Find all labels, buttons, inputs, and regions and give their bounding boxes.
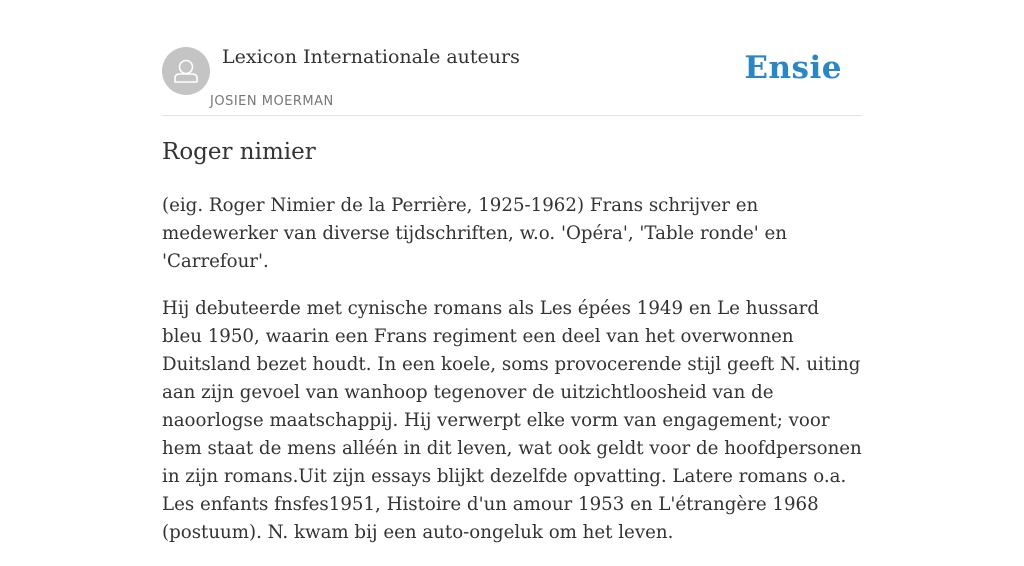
article-paragraph: Hij debuteerde met cynische romans als Les épées 1949 en Le hussard bleu 1950, waarin een Frans regiment een deel van het overwonnen Duitsland bezet houdt. In een koele, soms provocerende stijl geeft N. uiting aan zijn gevoel van wanhoop tegenover de uitzichtloosheid van de naoorlogse maatschappij. Hij verwerpt elke vorm van engagement; voor hem staat de mens alléén in dit leven, wat ook geldt voor de hoofdpersonen in zijn romans.Uit zijn essays blijkt dezelfde opvatting. Latere romans o.a. Les enfants fnsfes1951, Histoire d'un amour 1953 en L'étrangère 1968 (postuum). N. kwam bij een auto-ongeluk om het leven.: [162, 298, 862, 543]
user-outline-icon: [162, 47, 210, 95]
author-name-link[interactable]: JOSIEN MOERMAN: [210, 94, 334, 109]
article-header: [162, 0, 862, 116]
article-title: Roger nimier: [162, 139, 316, 165]
article-container: [162, 0, 862, 543]
article-paragraph: (eig. Roger Nimier de la Perrière, 1925-1962) Frans schrijver en medewerker van diverse tijdschriften, w.o. 'Opéra', 'Table ronde' en 'Carrefour'.: [162, 195, 787, 272]
author-avatar[interactable]: [162, 47, 210, 95]
article-body: [162, 192, 864, 566]
site-logo[interactable]: Ensie: [744, 50, 842, 86]
source-title-link[interactable]: Lexicon Internationale auteurs: [222, 46, 520, 68]
